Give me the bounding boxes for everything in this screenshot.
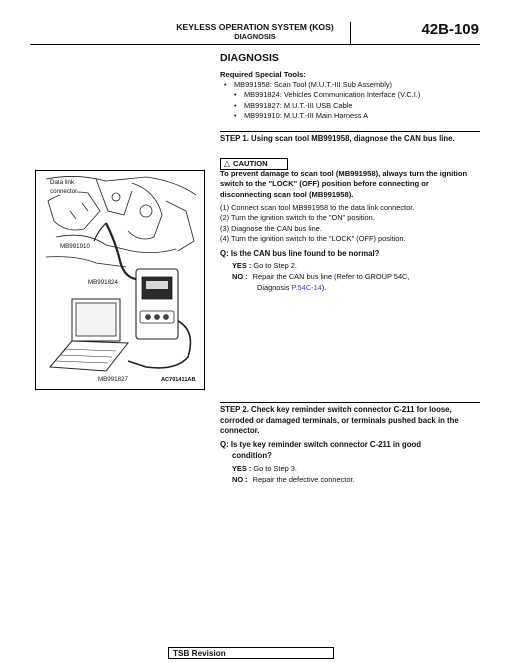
procedure-step: (3) Diagnose the CAN bus line. — [220, 223, 322, 233]
section-rule — [220, 402, 480, 403]
step1-no — [232, 272, 409, 282]
yes-label: YES : — [232, 261, 252, 270]
no-text: Repair the CAN bus line (Refer to GROUP 54C, — [252, 272, 410, 281]
no-text-suffix: ). — [321, 283, 327, 292]
figure-code: AC701411AB — [161, 377, 196, 383]
diagram-illustration — [36, 171, 204, 389]
connection-diagram — [35, 170, 205, 390]
manual-section-header — [160, 22, 350, 42]
section-title: DIAGNOSIS — [220, 52, 279, 64]
step1-yes — [232, 261, 297, 271]
caution-label: CAUTION — [233, 159, 268, 168]
step2-no — [232, 475, 355, 485]
tools-list — [222, 80, 420, 121]
tool-item: • MB991827: M.U.T.-III USB Cable — [222, 101, 420, 111]
step1-title: STEP 1. Using scan tool MB991958, diagnose the CAN bus line. — [220, 134, 455, 143]
step1-no-cont — [257, 283, 326, 293]
tool-item: • MB991910: M.U.T.-III Main Harness A — [222, 111, 420, 121]
caution-text: To prevent damage to scan tool (MB991958), always turn the ignition switch to the "LOCK" (OFF) position before connecting or disconnecting scan tool (MB991958). — [220, 169, 468, 199]
warning-triangle-icon: △ — [223, 159, 231, 168]
tool-item: • MB991958: Scan Tool (M.U.T.-III Sub Assembly) — [222, 80, 420, 90]
no-label: NO : — [232, 475, 248, 484]
page-number: 42B-109 — [421, 21, 479, 38]
tool-item: • MB991824: Vehicles Communication Interface (V.C.I.) — [222, 90, 420, 100]
section-rule — [220, 131, 480, 132]
procedure-step: (1) Connect scan tool MB991958 to the data link connector. — [220, 203, 415, 212]
label-data-link: Data link — [50, 179, 75, 186]
procedure-step: (4) Turn the ignition switch to the "LOCK" (OFF) position. — [220, 233, 406, 243]
step2-question — [220, 440, 482, 461]
step2-title: STEP 2. Check key reminder switch connector C-211 for loose, corroded or damaged terminals, or terminals pushed back in the connector. — [220, 405, 459, 435]
tsb-revision-box: TSB Revision — [168, 647, 334, 659]
yes-text: Go to Step 3. — [253, 464, 297, 473]
header-title: KEYLESS OPERATION SYSTEM (KOS) — [176, 22, 334, 32]
header-divider — [350, 22, 351, 44]
label-vci: MB991824 — [88, 279, 118, 286]
header-rule — [30, 44, 480, 45]
procedure-step: (2) Turn the ignition switch to the "ON" position. — [220, 213, 375, 223]
header-subtitle: DIAGNOSIS — [234, 32, 276, 41]
label-connector: connector — [50, 188, 78, 195]
tools-label: Required Special Tools: — [220, 70, 306, 79]
no-text: Repair the defective connector. — [252, 475, 355, 484]
step1-question: Q: Is the CAN bus line found to be normal? — [220, 249, 380, 258]
yes-label: YES : — [232, 464, 252, 473]
no-text-prefix: Diagnosis — [257, 283, 292, 292]
label-harness: MB991910 — [60, 243, 90, 250]
label-usb-cable: MB991827 — [98, 376, 128, 383]
no-label: NO : — [232, 272, 248, 281]
yes-text: Go to Step 2. — [253, 261, 297, 270]
reference-link[interactable]: P.54C-14 — [291, 283, 322, 292]
step2-yes — [232, 464, 297, 474]
step2-question-line2: condition? — [232, 450, 272, 460]
step2-question-line1: Q: Is tye key reminder switch connector C-211 in good — [220, 440, 422, 449]
procedure-list — [220, 203, 414, 244]
